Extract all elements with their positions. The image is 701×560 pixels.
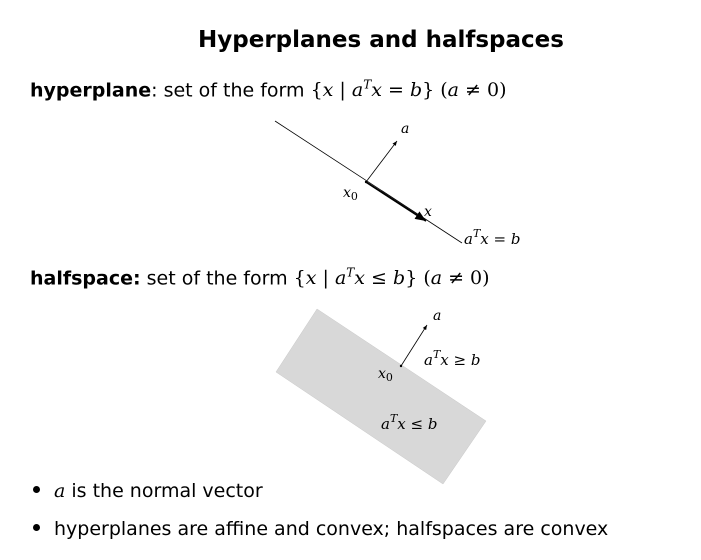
halfspace-definition (30, 266, 490, 289)
normal-vector-a-arrow (366, 141, 397, 182)
label-le-inequality: $a^Tx \le b$ (381, 412, 438, 433)
hyperplane-set-expression: {x | $a^Tx = b$} (a ≠ 0) (310, 78, 507, 102)
label-ge-inequality: $a^Tx \ge b$ (424, 348, 481, 369)
halfspace-label-a: a (433, 308, 442, 324)
page-title: Hyperplanes and halfspaces (198, 27, 564, 53)
hyperplane-def-text: : set of the form (151, 79, 305, 102)
point-x0-marker (365, 181, 367, 183)
halfspace-def-text: set of the form (140, 267, 288, 290)
bullet-var-a: a (54, 480, 66, 502)
halfspace-label-x0: $x_0$ (378, 366, 393, 384)
halfspace-term: halfspace: (30, 267, 141, 290)
hyperplane-term: hyperplane (30, 79, 152, 102)
vector-x-minus-x0-arrow (366, 182, 426, 221)
bullet-dot-icon (33, 486, 40, 493)
halfspace-point-x0-marker (400, 365, 402, 367)
halfspace-shaded-region (276, 309, 486, 484)
label-hyperplane-equation: $a^Tx = b$ (464, 227, 521, 248)
hyperplane-line (275, 121, 462, 243)
label-a: a (401, 121, 410, 137)
bullet-dot-icon (33, 524, 40, 531)
halfspace-set-expression: {x | $a^Tx \le b$} (a ≠ 0) (293, 266, 490, 290)
bullet-normal-vector (33, 480, 263, 502)
bullet-convexity-text: hyperplanes are affine and convex; halfspaces are convex (54, 518, 609, 540)
bullet-normal-vector-text: is the normal vector (65, 480, 263, 502)
bullet-convexity (33, 518, 608, 540)
label-x: x (424, 204, 432, 220)
label-x0: $x_0$ (343, 185, 358, 203)
